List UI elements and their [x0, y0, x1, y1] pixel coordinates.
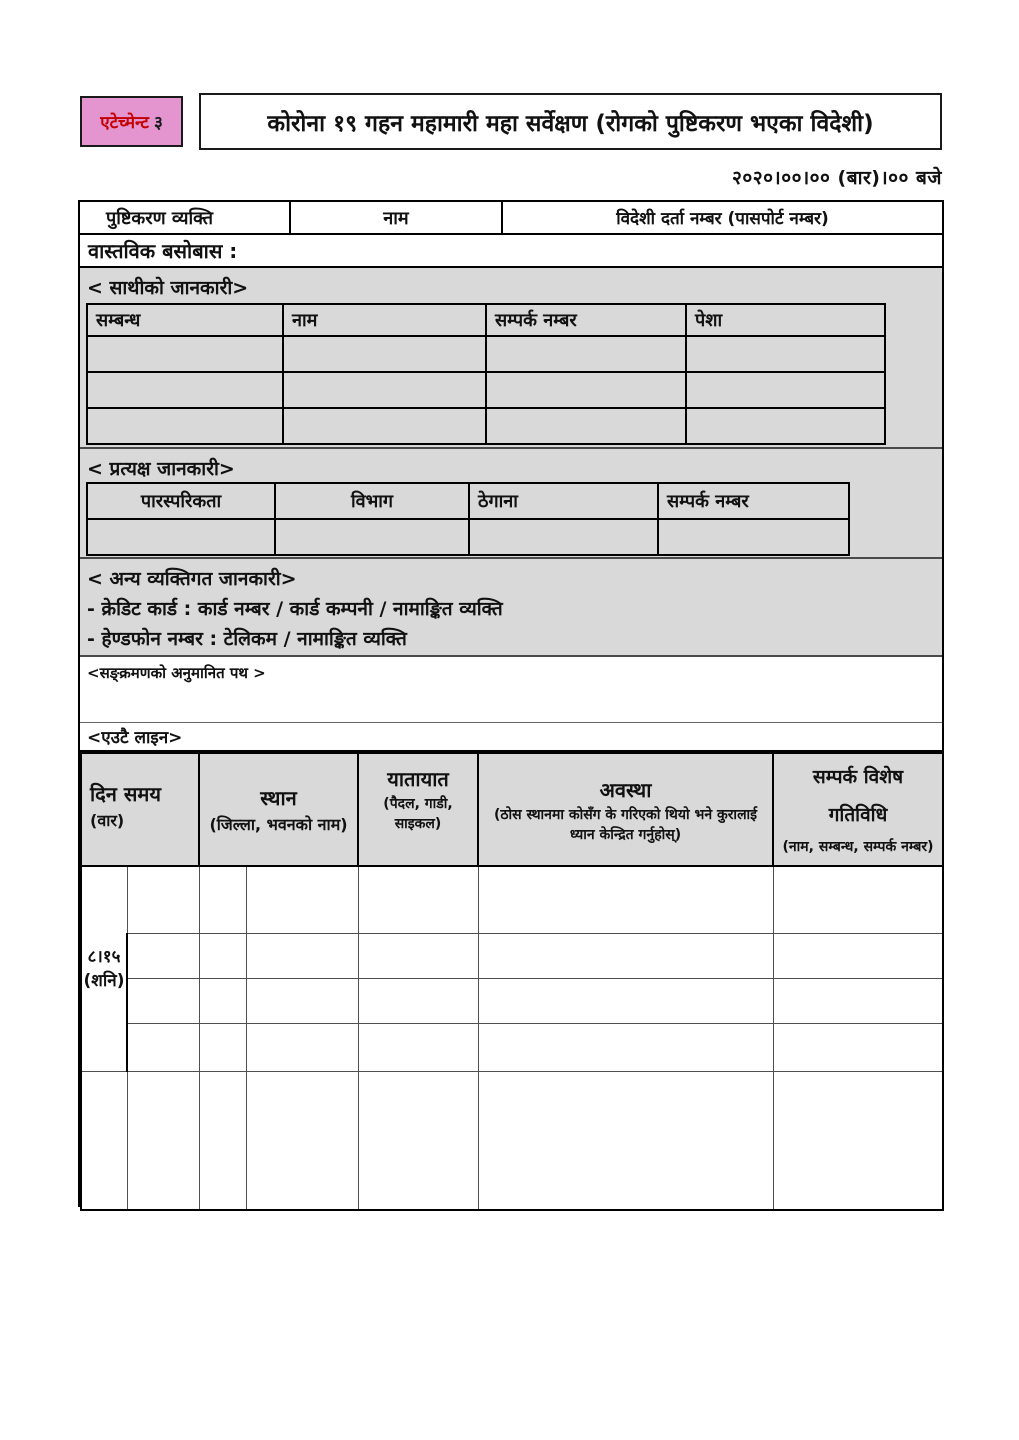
- empty-cell: [283, 336, 486, 372]
- same-line-label: <एउटै लाइन>: [87, 728, 183, 748]
- other-info-section: [80, 559, 942, 657]
- day-time-header: [81, 753, 199, 866]
- time-cell: [127, 933, 199, 978]
- contact-number-header: सम्पर्क नम्बर: [658, 483, 849, 519]
- place-building-cell: [246, 1023, 358, 1071]
- place-district-cell: [199, 978, 246, 1023]
- place-header-main: स्थान: [260, 785, 297, 810]
- place-building-cell: [246, 978, 358, 1023]
- table-row: [87, 519, 849, 555]
- status-cell: [478, 1023, 773, 1071]
- direct-info-label: < प्रत्यक्ष जानकारी>: [87, 458, 235, 480]
- friend-contact-header: सम्पर्क नम्बर: [486, 304, 686, 336]
- status-cell: [478, 1071, 773, 1210]
- confirm-person-header: पुष्टिकरण व्यक्ति: [106, 207, 214, 229]
- table-row: [87, 372, 885, 408]
- empty-cell: [87, 372, 283, 408]
- empty-cell: [469, 519, 658, 555]
- empty-cell: [486, 336, 686, 372]
- empty-cell: [686, 372, 885, 408]
- status-cell: [478, 866, 773, 933]
- place-building-cell: [246, 1071, 358, 1210]
- actual-residence-row: [80, 235, 942, 268]
- friend-name-header: नाम: [283, 304, 486, 336]
- status-header-main: अवस्था: [599, 777, 652, 802]
- other-info-label: < अन्य व्यक्तिगत जानकारी>: [87, 568, 297, 590]
- form-title: कोरोना १९ गहन महामारी महा सर्वेक्षण (रोगको पुष्टिकरण भएका विदेशी): [267, 110, 874, 137]
- address-header: ठेगाना: [469, 483, 658, 519]
- timeline-row: [81, 1071, 943, 1210]
- empty-cell: [686, 336, 885, 372]
- foreigner-reg-header: विदेशी दर्ता नम्बर (पासपोर्ट नम्बर): [501, 202, 942, 233]
- name-header: नाम: [289, 202, 501, 233]
- contact-header-sub: (नाम, सम्बन्ध, सम्पर्क नम्बर): [782, 838, 934, 855]
- empty-cell: [686, 408, 885, 444]
- friend-info-label: < साथीको जानकारी>: [87, 277, 249, 299]
- table-row: [87, 408, 885, 444]
- reciprocity-header: पारस्परिकता: [87, 483, 275, 519]
- contact-cell: [773, 978, 943, 1023]
- place-district-cell: [199, 866, 246, 933]
- transport-cell: [358, 1071, 478, 1210]
- day-date: ८।१५: [87, 946, 121, 967]
- contact-cell: [773, 1023, 943, 1071]
- timeline-header-row: [81, 753, 943, 866]
- department-header: विभाग: [275, 483, 469, 519]
- place-header: [199, 753, 358, 866]
- place-building-cell: [246, 866, 358, 933]
- empty-cell: [87, 519, 275, 555]
- attachment-label: एटेच्मेन्ट: [100, 113, 149, 133]
- empty-cell: [283, 408, 486, 444]
- friend-occupation-header: पेशा: [686, 304, 885, 336]
- form-title-box: [199, 93, 942, 150]
- place-building-cell: [246, 933, 358, 978]
- empty-cell: [486, 372, 686, 408]
- empty-cell: [87, 408, 283, 444]
- empty-cell: [283, 372, 486, 408]
- transport-header-main: यातायात: [387, 766, 449, 791]
- day-weekday: (शनि): [83, 970, 125, 991]
- status-cell: [478, 933, 773, 978]
- transport-cell: [358, 1023, 478, 1071]
- contact-header-line1: सम्पर्क विशेष: [812, 766, 904, 789]
- friend-relation-header: सम्बन्ध: [87, 304, 283, 336]
- status-header-sub: (ठोस स्थानमा कोसँग के गरिएको थियो भने कुरालाई ध्यान केन्द्रित गर्नुहोस्): [493, 806, 758, 843]
- status-cell: [478, 978, 773, 1023]
- friend-header-row: [87, 304, 885, 336]
- time-cell: [127, 866, 199, 933]
- timeline-table: [80, 752, 944, 1211]
- direct-info-table: [86, 482, 850, 556]
- time-cell: [127, 1071, 199, 1210]
- transport-cell: [358, 933, 478, 978]
- contact-cell: [773, 933, 943, 978]
- timeline-row: [81, 933, 943, 978]
- direct-header-row: [87, 483, 849, 519]
- credit-card-line: - क्रेडिट कार्ड : कार्ड नम्बर / कार्ड कम्पनी / नामाङ्कित व्यक्ति: [87, 598, 503, 620]
- handphone-line: - हेण्डफोन नम्बर : टेलिकम / नामाङ्कित व्यक्ति: [87, 628, 407, 650]
- confirm-header-row: [80, 202, 942, 235]
- transport-cell: [358, 978, 478, 1023]
- contact-cell: [773, 866, 943, 933]
- transport-header: [358, 753, 478, 866]
- timeline-row: [81, 1023, 943, 1071]
- time-cell: [127, 1023, 199, 1071]
- infection-path-label: <सङ्क्रमणको अनुमानित पथ >: [87, 664, 266, 682]
- place-header-sub: (जिल्ला, भवनको नाम): [209, 814, 348, 834]
- empty-cell: [275, 519, 469, 555]
- status-header: [478, 753, 773, 866]
- empty-cell: [486, 408, 686, 444]
- timeline-row: [81, 866, 943, 933]
- contact-activity-header: [773, 753, 943, 866]
- contact-cell: [773, 1071, 943, 1210]
- datetime-text: २०२०।००।०० (बार)।०० बजे: [732, 167, 942, 189]
- timeline-row: [81, 978, 943, 1023]
- friend-info-section: [80, 268, 942, 449]
- friend-info-table: [86, 303, 886, 445]
- day-cell: [81, 1071, 127, 1210]
- place-district-cell: [199, 1071, 246, 1210]
- place-district-cell: [199, 933, 246, 978]
- empty-cell: [658, 519, 849, 555]
- table-row: [87, 336, 885, 372]
- day-time-header-sub: (वार): [90, 810, 125, 830]
- direct-info-section: [80, 449, 942, 559]
- infection-path-section: [80, 657, 942, 723]
- actual-residence-label: वास्तविक बसोबास :: [88, 239, 238, 263]
- place-district-cell: [199, 1023, 246, 1071]
- same-line-section: [80, 723, 942, 752]
- contact-header-line2: गतिविधि: [828, 803, 888, 826]
- empty-cell: [87, 336, 283, 372]
- attachment-number: ३: [153, 113, 163, 133]
- form-body: [78, 200, 944, 1207]
- transport-cell: [358, 866, 478, 933]
- attachment-badge: [80, 96, 183, 147]
- day-time-header-main: दिन समय: [90, 781, 161, 806]
- time-cell: [127, 978, 199, 1023]
- transport-header-sub: (पैदल, गाडी, साइकल): [383, 795, 453, 832]
- day-cell: [81, 866, 127, 1071]
